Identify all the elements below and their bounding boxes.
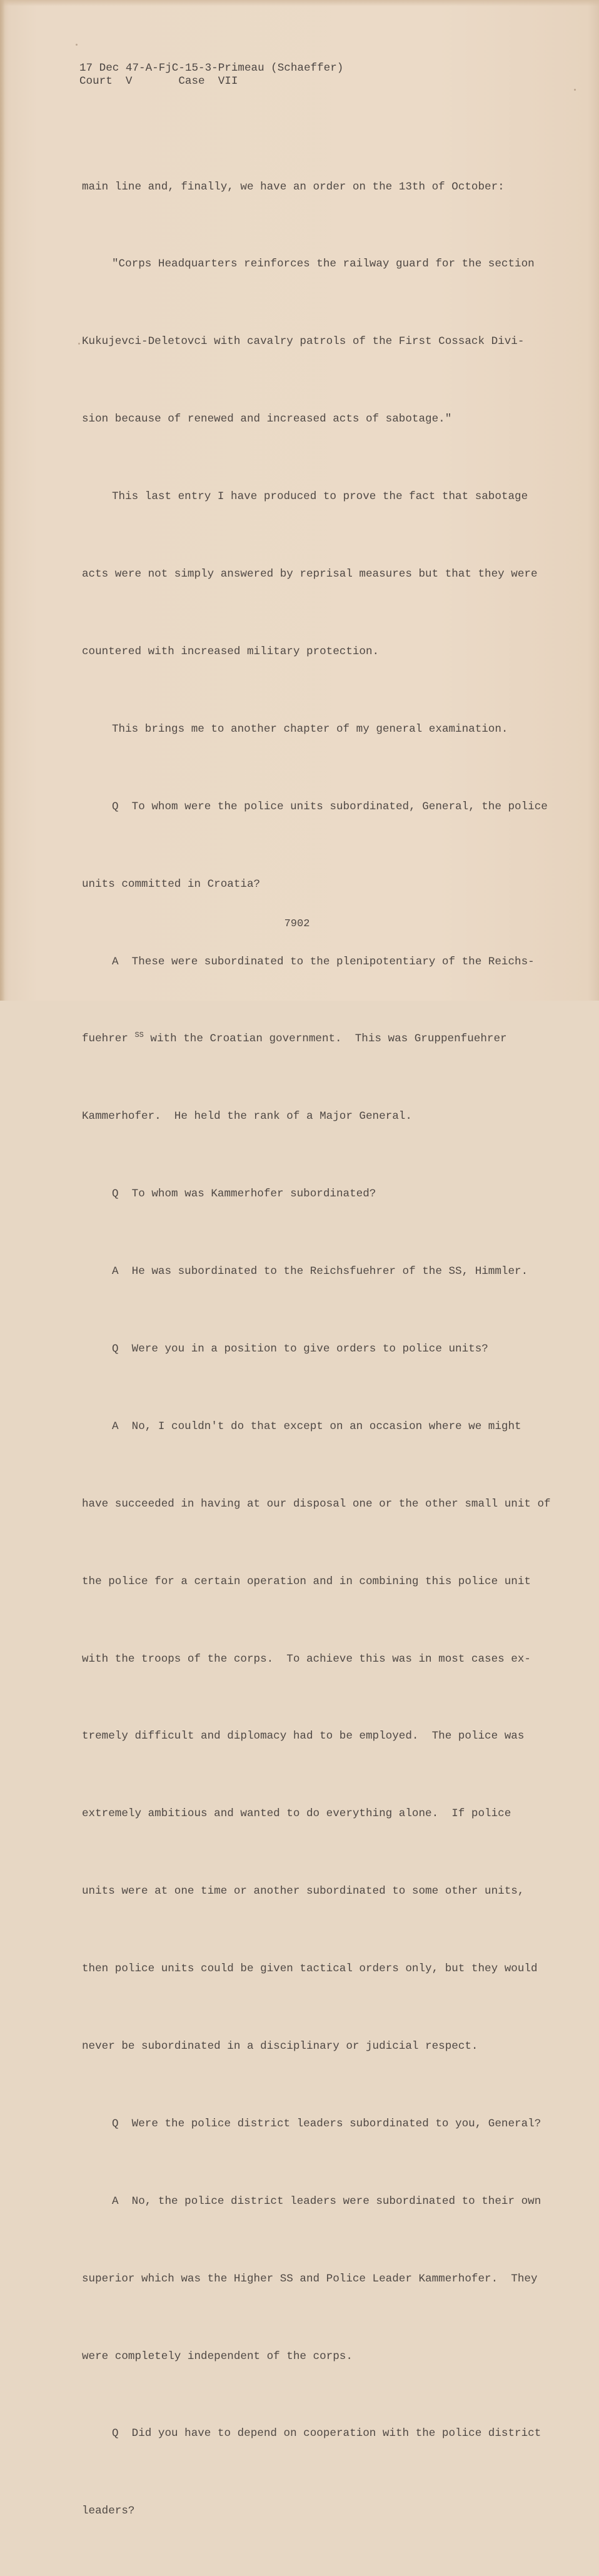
text-line: This last entry I have produced to prove the fact that sabotage: [112, 490, 528, 503]
answer-line: A These were subordinated to the plenipotentiary of the Reichs-: [112, 955, 535, 968]
paper-speck: [78, 343, 80, 345]
text-line: Kammerhofer. He held the rank of a Major General.: [82, 1110, 412, 1123]
superscript-ss: SS: [134, 1031, 144, 1040]
text-line: "Corps Headquarters reinforces the railway guard for the section: [112, 258, 535, 271]
text-line: then police units could be given tactical orders only, but they would: [82, 1962, 538, 1976]
page-edge-shadow-left: [0, 0, 5, 1001]
answer-line: A He was subordinated to the Reichsfuehrer of the SS, Himmler.: [112, 1265, 528, 1278]
text-line: superior which was the Higher SS and Police Leader Kammerhofer. They: [82, 2272, 538, 2285]
transcript-body: [82, 123, 551, 2576]
text-line: extremely ambitious and wanted to do everything alone. If police: [82, 1807, 511, 1821]
text-line: never be subordinated in a disciplinary or judicial respect.: [82, 2039, 478, 2053]
text-line: units committed in Croatia?: [82, 877, 261, 891]
text-line: the police for a certain operation and in combining this police unit: [82, 1575, 531, 1588]
answer-line: A No, I couldn't do that except on an occasion where we might: [112, 1420, 521, 1433]
page-number: [0, 918, 599, 930]
text-fragment: with the Croatian government. This was Gruppenfuehrer: [143, 1033, 507, 1046]
paper-speck: [574, 89, 576, 91]
text-line: main line and, finally, we have an order on the 13th of October:: [82, 180, 505, 193]
text-line: acts were not simply answered by reprisal measures but that they were: [82, 568, 538, 581]
text-line: have succeeded in having at our disposal one or the other small unit of: [82, 1497, 551, 1510]
text-line: Kukujevci-Deletovci with cavalry patrols of the First Cossack Divi-: [82, 335, 525, 348]
text-line: tremely difficult and diplomacy had to be employed. The police was: [82, 1730, 525, 1743]
text-line: units were at one time or another subordinated to some other units,: [82, 1885, 525, 1898]
text-fragment: fuehrer: [82, 1033, 135, 1046]
text-line: sion because of renewed and increased acts of sabotage.": [82, 413, 452, 426]
paper-speck: [76, 44, 78, 46]
question-line: Q To whom were the police units subordinated, General, the police: [112, 800, 548, 813]
text-line: leaders?: [82, 2505, 135, 2518]
text-line: This brings me to another chapter of my general examination.: [112, 722, 508, 735]
text-line: with the troops of the corps. To achieve this was in most cases ex-: [82, 1652, 531, 1665]
question-line: Q Did you have to depend on cooperation with the police district: [112, 2427, 541, 2440]
header-line-2: Court V Case VII: [79, 75, 238, 88]
page-edge-shadow-top: [0, 0, 599, 6]
page-number-text: 7902: [284, 918, 310, 930]
document-header: [79, 62, 343, 88]
question-line: Q Were you in a position to give orders to police units?: [112, 1342, 488, 1355]
question-line: Q Were the police district leaders subordinated to you, General?: [112, 2117, 541, 2130]
text-line: countered with increased military protection.: [82, 645, 380, 658]
answer-line: A No, the police district leaders were subordinated to their own: [112, 2195, 541, 2208]
text-line: [82, 1026, 538, 1052]
text-line: were completely independent of the corps.: [82, 2350, 353, 2363]
question-line: Q To whom was Kammerhofer subordinated?: [112, 1188, 376, 1201]
header-line-1: 17 Dec 47-A-FjC-15-3-Primeau (Schaeffer): [79, 62, 344, 74]
